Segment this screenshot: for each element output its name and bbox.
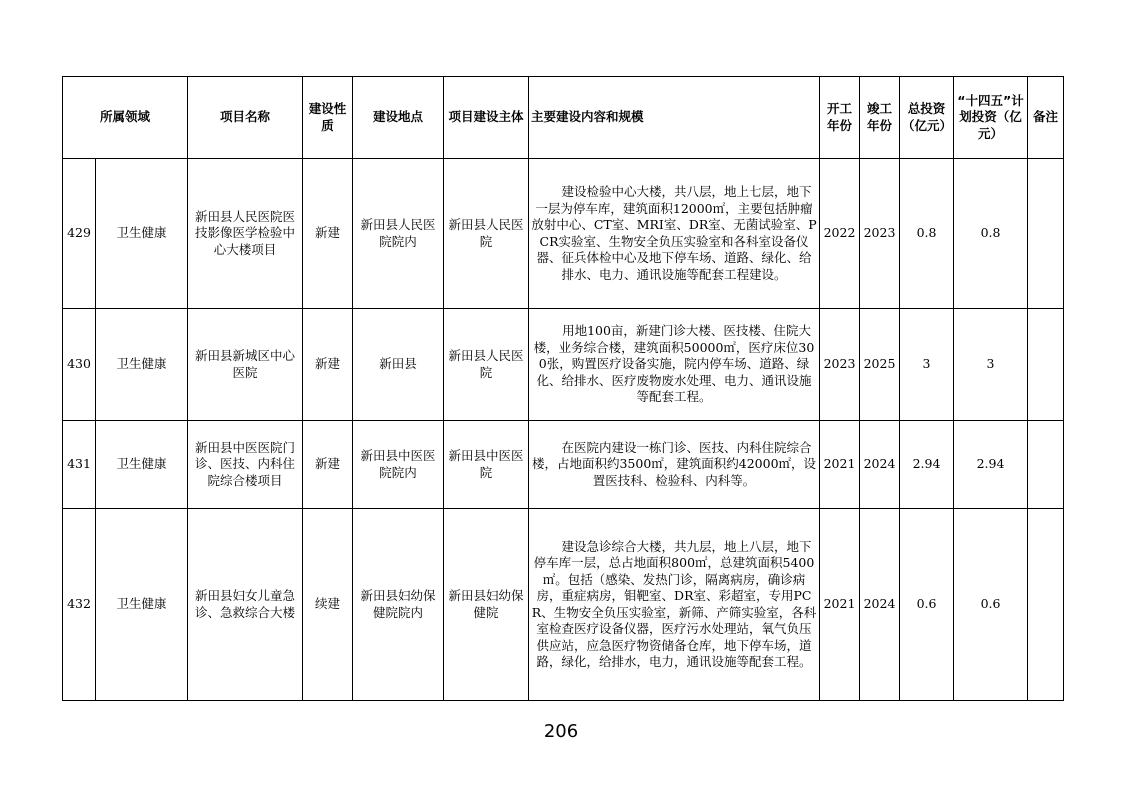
row-start-year: 2021 [820, 509, 860, 701]
row-total-investment: 3 [900, 309, 954, 421]
row-number: 432 [63, 509, 96, 701]
header-content: 主要建设内容和规模 [529, 77, 820, 159]
row-plan-investment: 0.6 [954, 509, 1028, 701]
row-field: 卫生健康 [96, 159, 188, 309]
header-nature: 建设性质 [303, 77, 353, 159]
row-project-name: 新田县妇女儿童急诊、急救综合大楼 [188, 509, 303, 701]
row-total-investment: 2.94 [900, 421, 954, 509]
row-note [1028, 309, 1064, 421]
header-project-name: 项目名称 [188, 77, 303, 159]
row-content-text: 在医院内建设一栋门诊、医技、内科住院综合楼，占地面积约3500㎡，建筑面积约42000㎡，设置医技科、检验科、内科等。 [531, 439, 817, 488]
row-content [529, 159, 820, 309]
row-content-text: 建设检验中心大楼，共八层，地上七层，地下一层为停车库，建筑面积12000㎡，主要包括肿瘤放射中心、CT室、MRI室、DR室、无菌试验室、PCR实验室、生物安全负压实验室和各科室设备仪器、征兵体检中心及地下停车场、道路、绿化、给排水、电力、通讯设施等配套工程建设。 [531, 184, 817, 282]
table-row [63, 421, 1064, 509]
row-end-year: 2024 [860, 509, 900, 701]
page-number: 206 [543, 721, 579, 742]
row-start-year: 2022 [820, 159, 860, 309]
row-end-year: 2025 [860, 309, 900, 421]
row-start-year: 2021 [820, 421, 860, 509]
row-number: 429 [63, 159, 96, 309]
row-end-year: 2023 [860, 159, 900, 309]
header-note: 备注 [1028, 77, 1064, 159]
row-note [1028, 159, 1064, 309]
header-end-year: 竣工年份 [860, 77, 900, 159]
row-content [529, 421, 820, 509]
row-owner: 新田县人民医院 [444, 309, 529, 421]
row-nature: 续建 [303, 509, 353, 701]
header-location: 建设地点 [353, 77, 444, 159]
row-content [529, 309, 820, 421]
row-total-investment: 0.6 [900, 509, 954, 701]
row-project-name: 新田县人民医院医技影像医学检验中心大楼项目 [188, 159, 303, 309]
projects-table [62, 76, 1064, 701]
row-total-investment: 0.8 [900, 159, 954, 309]
row-number: 430 [63, 309, 96, 421]
table-row [63, 509, 1064, 701]
row-field: 卫生健康 [96, 421, 188, 509]
row-project-name: 新田县中医医院门诊、医技、内科住院综合楼项目 [188, 421, 303, 509]
header-field: 所属领域 [63, 77, 188, 159]
row-start-year: 2023 [820, 309, 860, 421]
row-plan-investment: 3 [954, 309, 1028, 421]
table-row [63, 309, 1064, 421]
row-content-text: 用地100亩，新建门诊大楼、医技楼、住院大楼，业务综合楼，建筑面积50000㎡，医疗床位300张，购置医疗设备实施，院内停车场、道路、绿化、给排水、医疗废物废水处理、电力、通讯设施等配套工程。 [533, 323, 815, 405]
row-project-name: 新田县新城区中心医院 [188, 309, 303, 421]
row-nature: 新建 [303, 421, 353, 509]
header-row [63, 77, 1064, 159]
row-note [1028, 421, 1064, 509]
row-content [529, 509, 820, 701]
row-plan-investment: 0.8 [954, 159, 1028, 309]
row-note [1028, 509, 1064, 701]
row-owner: 新田县中医医院 [444, 421, 529, 509]
row-location: 新田县妇幼保健院院内 [353, 509, 444, 701]
row-nature: 新建 [303, 309, 353, 421]
row-end-year: 2024 [860, 421, 900, 509]
row-plan-investment: 2.94 [954, 421, 1028, 509]
row-location: 新田县 [353, 309, 444, 421]
row-field: 卫生健康 [96, 509, 188, 701]
row-owner: 新田县妇幼保健院 [444, 509, 529, 701]
header-total-investment: 总投资（亿元） [900, 77, 954, 159]
row-owner: 新田县人民医院 [444, 159, 529, 309]
header-owner: 项目建设主体 [444, 77, 529, 159]
row-location: 新田县人民医院院内 [353, 159, 444, 309]
row-content-text: 建设急诊综合大楼，共九层，地上八层，地下停车库一层，总占地面积800㎡，总建筑面积5400㎡。包括（感染、发热门诊，隔离病房，确诊病房，重症病房，钼靶室、DR室、彩超室，专用PCR、生物安全负压实验室，新筛、产筛实验室，各科室检查医疗设备仪器，医疗污水处理站，氧气负压供应站，应急医疗物资储备仓库，地下停车场，道路，绿化，给排水，电力，通讯设施等配套工程。 [531, 538, 817, 669]
table-row [63, 159, 1064, 309]
header-start-year: 开工年份 [820, 77, 860, 159]
row-nature: 新建 [303, 159, 353, 309]
header-plan-investment: “十四五”计划投资（亿元） [954, 77, 1028, 159]
row-location: 新田县中医医院院内 [353, 421, 444, 509]
row-number: 431 [63, 421, 96, 509]
row-field: 卫生健康 [96, 309, 188, 421]
